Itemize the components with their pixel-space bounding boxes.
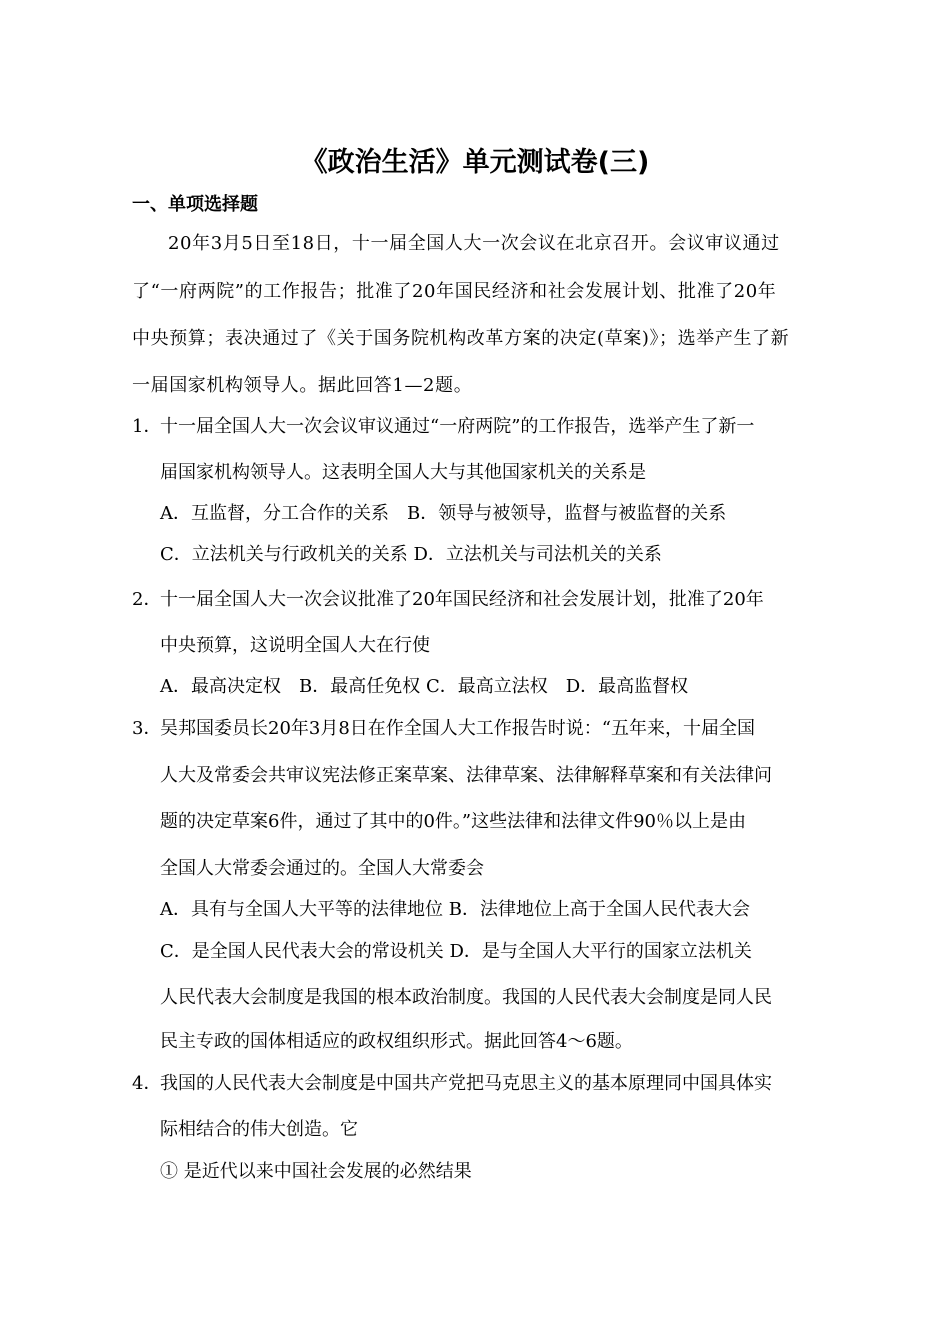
question-number: 4．	[132, 1073, 162, 1094]
question-number: 3．	[132, 718, 162, 739]
question-text: 我国的人民代表大会制度是中国共产党把马克思主义的基本原理同中国具体实	[160, 1073, 772, 1094]
answer-option: C．是全国人民代表大会的常设机关 D．是与全国人大平行的国家立法机关	[160, 941, 752, 962]
question-text: 题的决定草案6件，通过了其中的0件。”这些法律和法律文件90％以上是由	[160, 811, 747, 832]
page-title: 《政治生活》单元测试卷(三)	[300, 147, 650, 178]
question-text: 全国人大常委会通过的。全国人大常委会	[160, 858, 484, 879]
intro-paragraph-line: 了“一府两院”的工作报告；批准了20年国民经济和社会发展计划、批准了20年	[132, 281, 777, 302]
question-text: 人大及常委会共审议宪法修正案草案、法律草案、法律解释草案和有关法律问	[160, 765, 772, 786]
section-heading: 一、单项选择题	[132, 194, 258, 215]
question-text: 届国家机构领导人。这表明全国人大与其他国家机关的关系是	[160, 462, 646, 483]
answer-option: C．立法机关与行政机关的关系 D．立法机关与司法机关的关系	[160, 544, 662, 565]
question-text: 十一届全国人大一次会议审议通过“一府两院”的工作报告，选举产生了新一	[160, 416, 755, 437]
question-text: 吴邦国委员长20年3月8日在作全国人大工作报告时说：“五年来，十届全国	[160, 718, 756, 739]
intro-paragraph-line: 人民代表大会制度是我国的根本政治制度。我国的人民代表大会制度是同人民	[160, 987, 772, 1008]
question-text: 中央预算，这说明全国人大在行使	[160, 635, 430, 656]
question-text: 十一届全国人大一次会议批准了20年国民经济和社会发展计划，批准了20年	[160, 589, 764, 610]
intro-paragraph-line: 民主专政的国体相适应的政权组织形式。据此回答4～6题。	[160, 1031, 633, 1052]
answer-option: A．互监督，分工合作的关系 B．领导与被领导，监督与被监督的关系	[160, 503, 727, 524]
question-text: 际相结合的伟大创造。它	[160, 1119, 358, 1140]
intro-paragraph-line: 20年3月5日至18日，十一届全国人大一次会议在北京召开。会议审议通过	[168, 233, 780, 254]
question-number: 2．	[132, 589, 162, 610]
answer-option: A．具有与全国人大平等的法律地位 B．法律地位上高于全国人民代表大会	[160, 899, 750, 920]
intro-paragraph-line: 中央预算；表决通过了《关于国务院机构改革方案的决定(草案)》；选举产生了新	[132, 328, 790, 349]
intro-paragraph-line: 一届国家机构领导人。据此回答1—2题。	[132, 375, 473, 396]
question-number: 1．	[132, 416, 162, 437]
answer-option: A．最高决定权 B．最高任免权 C．最高立法权 D．最高监督权	[160, 676, 689, 697]
answer-option: ① 是近代以来中国社会发展的必然结果	[160, 1161, 472, 1182]
